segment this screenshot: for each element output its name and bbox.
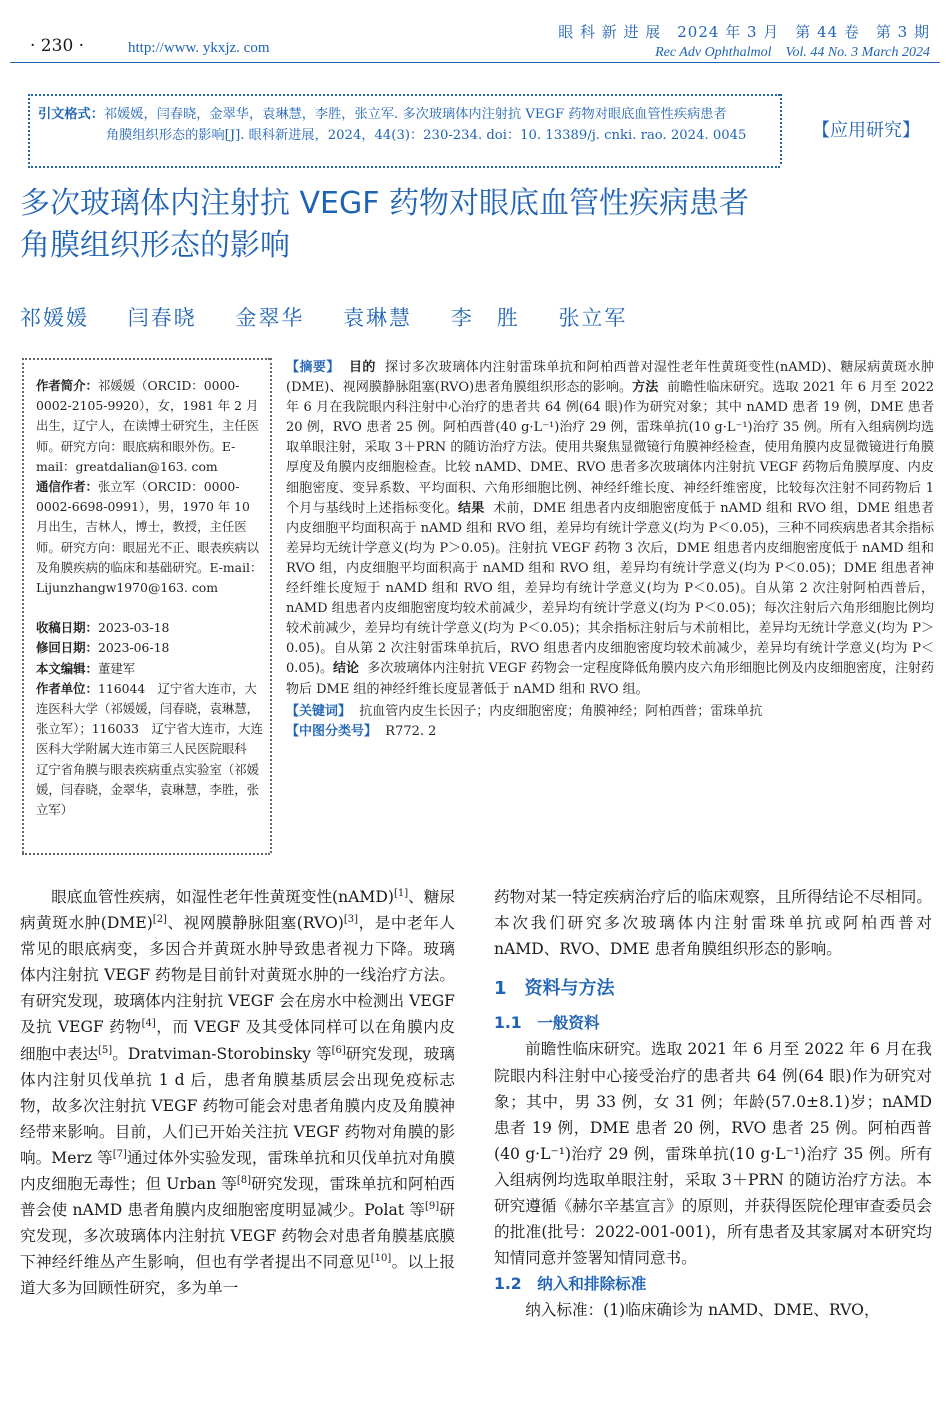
body-left-column: [20, 884, 455, 1302]
author-name: 袁琳慧: [343, 306, 413, 330]
received-label: 收稿日期：: [36, 620, 98, 636]
keywords: [286, 702, 934, 722]
article-category: 【应用研究】: [812, 120, 920, 141]
body-text: 眼底血管性疾病，如湿性老年性黄斑变性(nAMD): [51, 888, 394, 906]
sidebar-border-bottom: [22, 853, 270, 855]
author-name: 张立军: [558, 306, 628, 330]
journal-cn-line: 眼 科 新 进 展 2024 年 3 月 第 44 卷 第 3 期: [558, 23, 930, 41]
citation-box-right-border: [780, 94, 782, 164]
reference-mark[interactable]: [8]: [236, 1174, 252, 1186]
abstract: [286, 358, 934, 742]
body-text: 。Dratviman-Storobinsky 等: [112, 1044, 332, 1063]
revised-value: 2023-06-18: [97, 640, 170, 656]
reference-mark[interactable]: [7]: [112, 1148, 127, 1160]
page-number: · 230 ·: [30, 36, 85, 56]
title-line-2: 角膜组织形态的影响: [20, 228, 290, 263]
author-info-sidebar: [36, 376, 266, 820]
objective-text: 探讨多次玻璃体内注射雷珠单抗和阿柏西普对湿性老年性黄斑变性(nAMD)、糖尿病黄斑水肿(DME)、视网膜静脉阻塞(RVO)患者角膜组织形态的影响。: [286, 360, 934, 396]
conclusion-label: 结论: [333, 661, 360, 677]
intro-continuation: 药物对某一特定疾病治疗后的临床观察，且所得结论不尽相同。本次我们研究多次玻璃体内注射雷珠单抗或阿柏西普对 nAMD、RVO、DME 患者角膜组织形态的影响。: [494, 888, 932, 959]
body-right-column: [494, 884, 932, 1324]
first-author-label: 作者简介：: [36, 378, 98, 393]
clc-label: 【中图分类号】: [286, 723, 378, 739]
clc-number: [286, 722, 934, 742]
keywords-text: 抗血管内皮生长因子；内皮细胞密度；角膜神经；阿柏西普；雷珠单抗: [359, 703, 763, 719]
body-text: 研究发现，多次玻璃体内注射抗 VEGF 药物会对患者角膜基底膜下神经纤维丛产生影响，但也有学者提出不同意见: [20, 1201, 455, 1272]
clc-value: R772. 2: [385, 723, 437, 739]
reference-mark[interactable]: [2]: [152, 913, 167, 925]
objective-label: 目的: [348, 360, 376, 375]
unit-label: 作者单位：: [36, 680, 98, 696]
unit-text: 116044 辽宁省大连市，大连医科大学（祁媛媛，闫春晓，袁琳慧，张立军）；116033 辽宁省大连市，大连医科大学附属大连市第三人民医院眼科 辽宁省角膜与眼表疾病重点实验室（祁媛媛，闫春晓，金翠华，袁琳慧，李胜，张立军）: [36, 680, 263, 818]
section-heading: 1 资料与方法: [494, 978, 615, 1000]
article-title: [20, 183, 930, 267]
citation-text: [38, 104, 773, 146]
body-text: 研究发现，玻璃体内注射贝伐单抗 1 d 后，患者角膜基质层会出现免疫标志物，故多次注射抗 VEGF 药物可能会对患者角膜内皮及角膜神经带来影响。目前，人们已开始关注抗 VEGF 药物对角膜的影响。Merz 等: [20, 1044, 455, 1167]
body-text: 、糖尿病黄斑水肿(DME): [20, 888, 455, 933]
sidebar-border-right: [270, 358, 272, 853]
reference-mark[interactable]: [6]: [331, 1044, 346, 1056]
first-author-text: 祁媛媛（ORCID：0000-0002-2105-9920），女，1981 年 2 月出生，辽宁人，在读博士研究生，主任医师。研究方向：眼底病和眼外伤。E-mail：greatdalian@163. com: [36, 378, 260, 474]
body-text: ，而 VEGF 及其受体同样可以在角膜内皮细胞中表达: [20, 1018, 455, 1063]
corresponding-author-text: 张立军（ORCID：0000-0002-6698-0991），男，1970 年 10 月出生，吉林人，博士，教授，主任医师。研究方向：眼屈光不正、眼表疾病以及角膜疾病的临床和基础研究。E-mail：Lijunzhangw1970@163. com: [36, 479, 263, 596]
body-text: ，是中老年人常见的眼底病变，多因合并黄斑水肿导致患者视力下降。玻璃体内注射抗 VEGF 药物是目前针对黄斑水肿的一线治疗方法。有研究发现，玻璃体内注射抗 VEGF 会在房水中检测出 VEGF 及抗 VEGF 药物: [20, 914, 455, 1037]
journal-website[interactable]: http://www. ykxjz. com: [128, 40, 270, 56]
corresponding-author-label: 通信作者：: [36, 479, 98, 495]
author-unit: [36, 679, 266, 820]
conclusion-text: 多次玻璃体内注射抗 VEGF 药物会一定程度降低角膜内皮六角形细胞比例及内皮细胞密度，注射药物后 DME 组的神经纤维长度显著低于 nAMD 组和 RVO 组。: [286, 661, 934, 697]
received-date: [36, 618, 266, 638]
author-name: 李 胜: [450, 306, 520, 330]
author-name: 祁媛媛: [20, 306, 89, 330]
reference-mark[interactable]: [3]: [343, 913, 359, 925]
reference-mark[interactable]: [5]: [98, 1044, 113, 1056]
methods-label: 方法: [632, 380, 659, 396]
citation-line-1: 祁媛媛，闫春晓，金翠华，袁琳慧，李胜，张立军. 多次玻璃体内注射抗 VEGF 药物对眼底血管性疾病患者: [103, 107, 727, 122]
sidebar-border-top: [22, 358, 270, 360]
keywords-label: 【关键词】: [286, 703, 352, 719]
reference-mark[interactable]: [10]: [370, 1253, 392, 1265]
editor-value: 董建军: [97, 660, 136, 676]
received-value: 2023-03-18: [97, 620, 170, 636]
results-text: 术前，DME 组患者内皮细胞密度低于 nAMD 组和 RVO 组，DME 组患者内皮细胞平均面积高于 nAMD 组和 RVO 组，差异均有统计学意义(均为 P＜0.05)，三种不同疾病患者其余指标差异均无统计学意义(均为 P＞0.05)。注射抗 VEGF 药物 3 次后，DME 组患者内皮细胞密度低于 nAMD 组和 RVO 组，内皮细胞平均面积高于 nAMD 组和 RVO 组，差异均有统计学意义(均为 P＜0.05)；DME 组患者神经纤维长度短于 nAMD 组和 RVO 组，差异均有统计学意义(均为 P＜0.05)。自从第 2 次注射阿柏西普后，nAMD 组患者内皮细胞密度均较术前减少，差异均有统计学意义(均为 P＜0.05)；每次注射后六角形细胞比例均较术前减少，差异均有统计学意义(均为 P＜0.05)；其余指标注射后与术前相比，差异均无统计学意义(均为 P＞0.05)。自从第 2 次注射雷珠单抗后，RVO 组患者内皮细胞密度均较术前减少，差异均有统计学意义(均为 P＜0.05)。: [286, 500, 934, 677]
subsection-heading: 1.1 一般资料: [494, 1014, 600, 1033]
citation-box-left-border: [28, 94, 30, 164]
results-label: 结果: [457, 500, 485, 516]
revised-label: 修回日期：: [36, 640, 98, 656]
header-rule: [10, 62, 940, 63]
methods-text: 前瞻性临床研究。选取 2021 年 6 月至 2022 年 6 月在我院眼内科注射中心治疗的患者共 64 例(64 眼)作为研究对象；其中 nAMD 患者 19 例，DME 患者 20 例，RVO 患者 25 例。阿柏西普(40 g·L⁻¹)治疗 29 例，雷珠单抗(10 g·L⁻¹)治疗 35 例。所有入组病例均选取单眼注射，采取 3＋PRN 的随访治疗方法。使用共聚焦显微镜行角膜神经检查，使用角膜内皮显微镜进行角膜厚度及角膜内皮细胞检查。比较 nAMD、DME、RVO 患者多次玻璃体内注射抗 VEGF 药物后角膜厚度、内皮细胞密度、变异系数、平均面积、六角形细胞比例、神经纤维长度、神经纤维密度，比较每次注射不同药物后 1 个月与基线时上述指标变化。: [286, 380, 935, 516]
general-data-paragraph: 前瞻性临床研究。选取 2021 年 6 月至 2022 年 6 月在我院眼内科注射中心接受治疗的患者共 64 例(64 眼)作为研究对象；其中，男 33 例，女 31 例；年龄(57.0±8.1)岁；nAMD 患者 19 例，DME 患者 20 例，RVO 患者 25 例。阿柏西普(40 g·L⁻¹)治疗 29 例，雷珠单抗(10 g·L⁻¹)治疗 35 例。所有入组病例均选取单眼注射，采取 3＋PRN 的随访治疗方法。本研究遵循《赫尔辛基宣言》的原则，并获得医院伦理审查委员会的批准(批号：2022-001-001)，所有患者及其家属对本研究均知情同意并签署知情同意书。: [494, 1040, 932, 1268]
body-text: 、视网膜静脉阻塞(RVO): [166, 914, 344, 933]
citation-line-2: 角膜组织形态的影响[J]. 眼科新进展，2024，44(3)：230-234. doi：10. 13389/j. cnki. rao. 2024. 0045: [106, 128, 747, 143]
author-list: [20, 302, 659, 332]
author-name: 金翠华: [235, 306, 305, 330]
reference-mark[interactable]: [9]: [425, 1200, 440, 1212]
body-text: 通过体外实验发现，雷珠单抗和贝伐单抗对角膜内皮细胞无毒性；但 Urban 等: [20, 1148, 455, 1194]
abstract-body: [286, 358, 934, 700]
subsection-heading: 1.2 纳入和排除标准: [494, 1275, 647, 1294]
editor-label: 本文编辑：: [36, 660, 98, 676]
body-text: 。以上报道大多为回顾性研究，多为单一: [20, 1253, 455, 1298]
sidebar-border-left: [22, 358, 24, 853]
revised-date: [36, 638, 266, 658]
first-author-info: [36, 376, 266, 477]
editor: [36, 659, 266, 679]
reference-mark[interactable]: [1]: [394, 887, 409, 899]
journal-en-line: Rec Adv Ophthalmol Vol. 44 No. 3 March 2024: [655, 45, 930, 60]
reference-mark[interactable]: [4]: [141, 1018, 156, 1030]
abstract-label: 【摘要】: [286, 360, 340, 375]
corresponding-author-info: [36, 477, 266, 598]
body-text: 研究发现，雷珠单抗和阿柏西普会使 nAMD 患者角膜内皮细胞密度明显减少。Polat 等: [20, 1175, 455, 1220]
citation-label: 引文格式：: [38, 107, 104, 122]
inclusion-criteria-paragraph: 纳入标准：(1)临床确诊为 nAMD、DME、RVO，: [525, 1301, 880, 1320]
title-line-1: 多次玻璃体内注射抗 VEGF 药物对眼底血管性疾病患者: [20, 186, 750, 221]
author-name: 闫春晓: [127, 306, 197, 330]
